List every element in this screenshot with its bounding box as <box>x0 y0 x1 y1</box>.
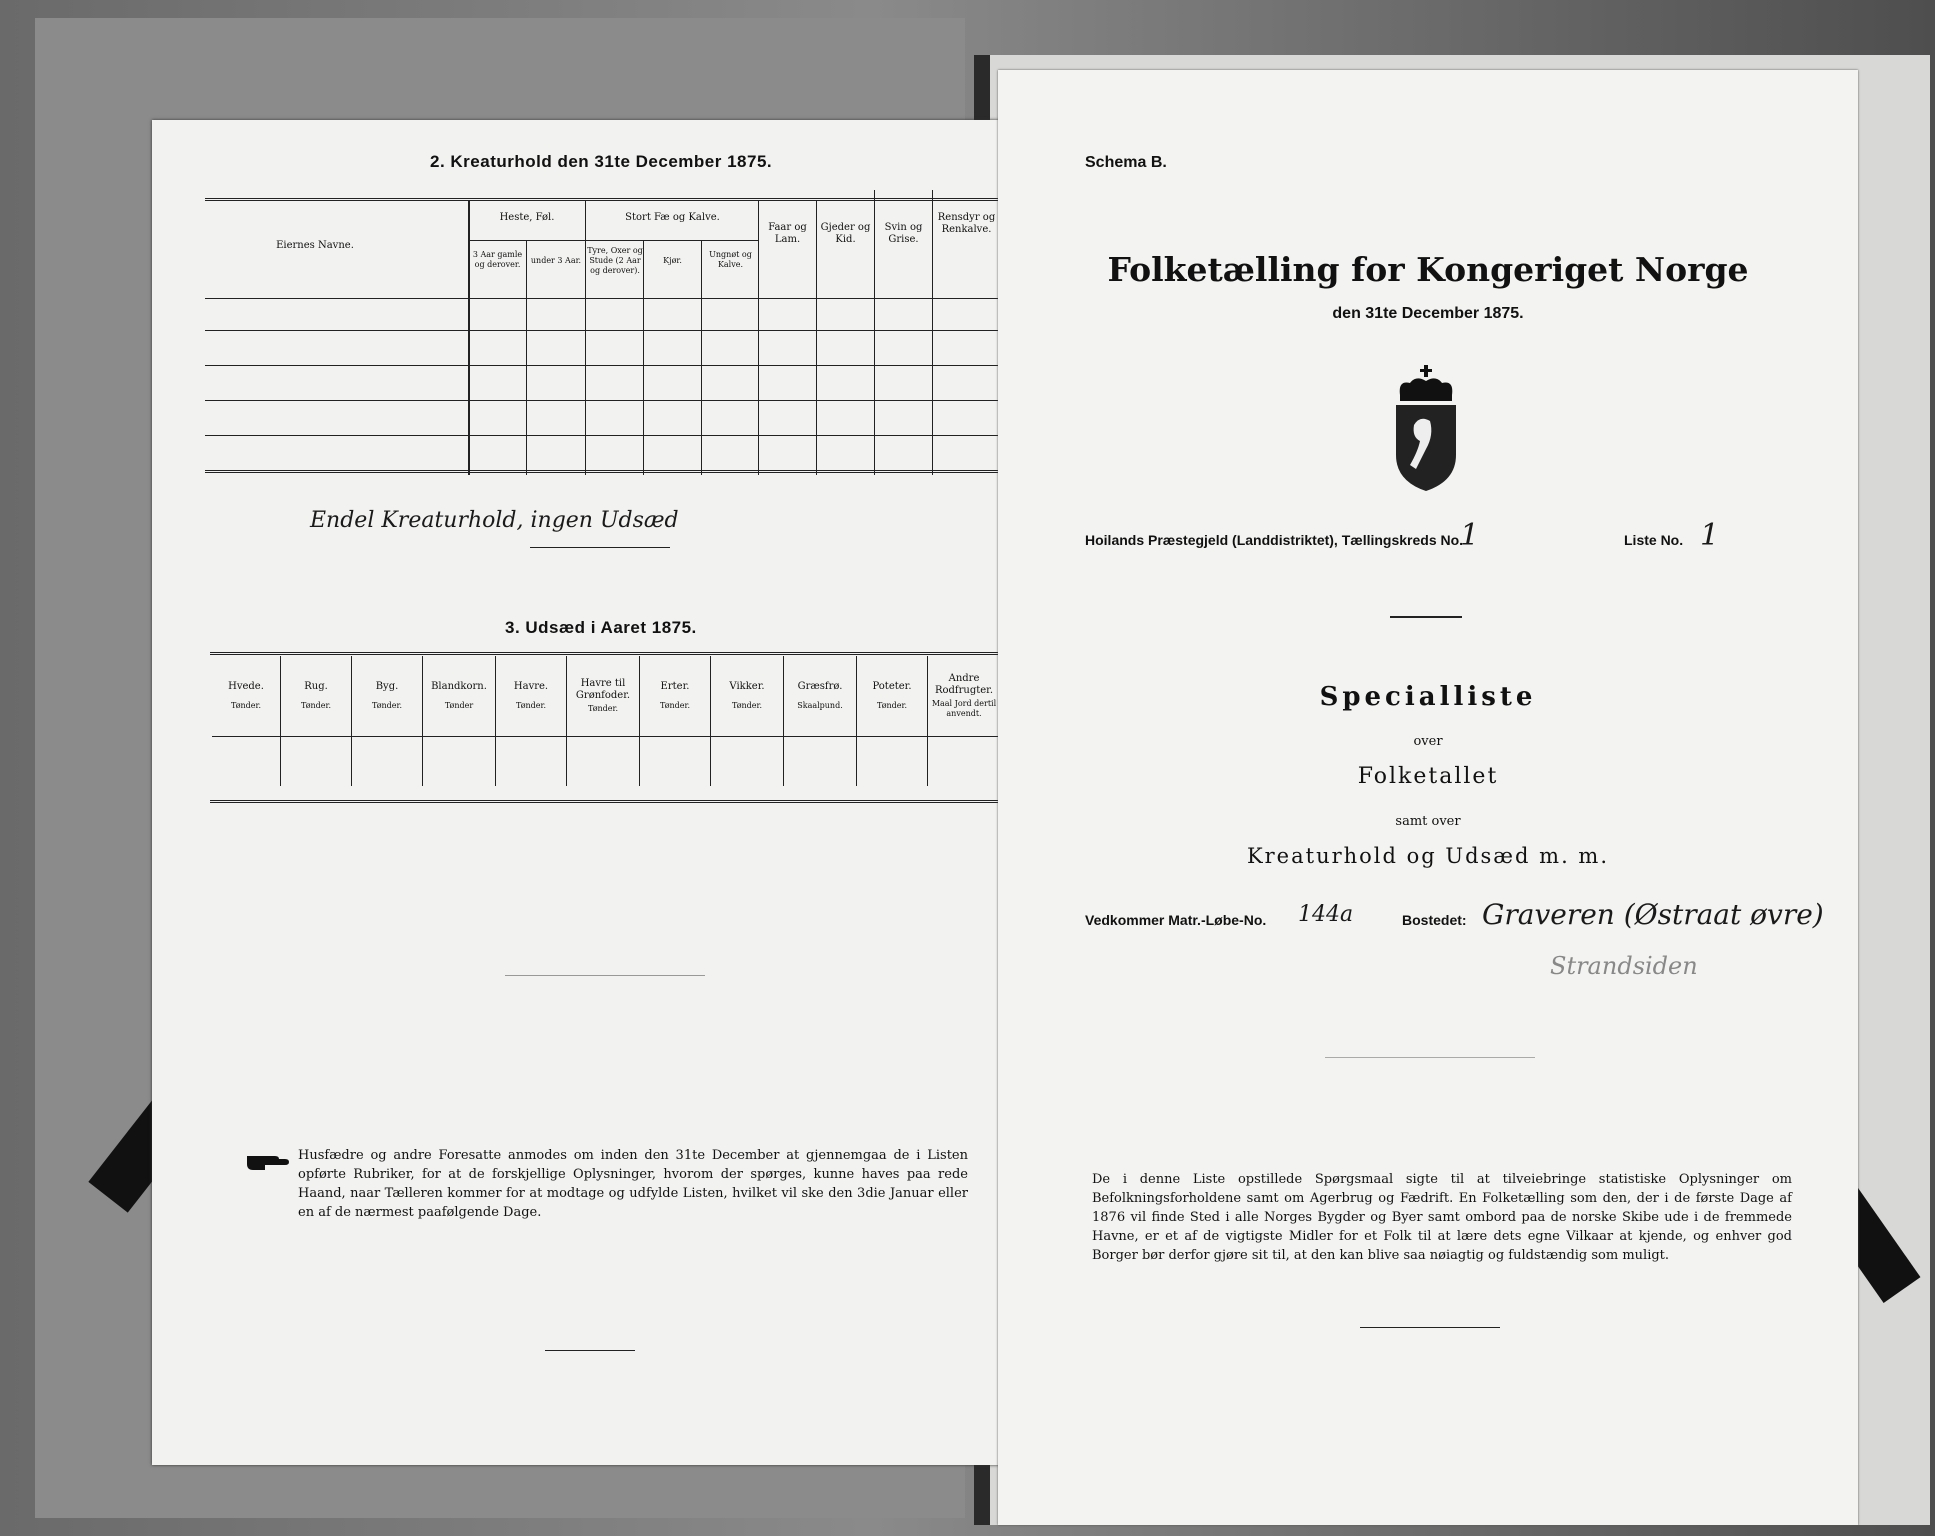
handwritten-note: Endel Kreaturhold, ingen Udsæd <box>310 508 679 533</box>
udsaed-col-name: Rug. <box>304 680 328 692</box>
left-page <box>152 120 1005 1465</box>
cattle-header: Stort Fæ og Kalve. <box>625 212 720 223</box>
header-bottom-rule <box>205 298 1000 299</box>
liste-label: Liste No. <box>1624 532 1684 548</box>
col-divider <box>932 190 933 475</box>
date-line: den 31te December 1875. <box>1332 305 1524 322</box>
udsaed-col-unit: Tønder. <box>371 700 403 710</box>
udsaed-col-unit: Maal Jord dertil anvendt. <box>931 698 997 718</box>
udsaed-col-unit: Tønder <box>444 700 474 710</box>
udsaed-col-unit: Tønder. <box>876 700 908 710</box>
goats-header: Gjeder og Kid. <box>820 222 871 245</box>
udsaed-col-name: Græsfrø. <box>797 680 843 692</box>
owner-header: Eiernes Navne. <box>276 240 354 251</box>
table-row-rule <box>205 400 1000 401</box>
coat-of-arms-icon <box>1390 365 1462 499</box>
pointing-hand-icon <box>245 1148 291 1176</box>
bosted-extra: Strandsiden <box>1550 952 1698 980</box>
udsaed-col-name: Hvede. <box>228 680 264 692</box>
udsaed-col-unit: Skaalpund. <box>797 700 843 710</box>
udsaed-col-name: Andre Rodfrugter. <box>934 672 994 696</box>
kreaturhold-text: Kreaturhold og Udsæd m. m. <box>1246 844 1610 868</box>
udsaed-col-name: Havre til Grønfoder. <box>575 677 631 701</box>
short-rule <box>1390 616 1462 618</box>
reindeer-header: Rensdyr og Renkalve. <box>937 212 996 235</box>
matr-number: 144a <box>1298 902 1354 927</box>
col-divider <box>758 200 759 475</box>
bosted-value: Graveren (Østraat øvre) <box>1482 898 1824 931</box>
divider-line <box>1325 1057 1535 1058</box>
section3-top-rule <box>210 652 1000 655</box>
footer-note: De i denne Liste opstillede Spørgsmaal sigte til at tilveiebringe statistiske Oplysninger om Befolkningsforholdene samt om Agerbrug og Fædrift. En Folketælling som den, der i de første Dage af 1876 vil finde Sted i alle Norges Bygder og Byer samt ombord paa de norske Skibe ude i de fremmede Havne, er et af de vigtigste Midler for et Folk til at lære dets egne Vilkaar at kjende, og enhver god Borger bør derfor gjøre sit til, at den kan blive saa nøiagtig og fuldstændig som muligt. <box>1092 1172 1792 1263</box>
udsaed-col-unit: Tønder. <box>731 700 763 710</box>
horses-sub-2: under 3 Aar. <box>530 256 582 265</box>
cattle-sub-1: Tyre, Oxer og Stude (2 Aar og derover). <box>587 246 643 275</box>
table-row-rule <box>205 330 1000 331</box>
section2-bottom-rule <box>205 470 1000 473</box>
horses-sub-1: 3 Aar gamle og derover. <box>472 250 523 269</box>
udsaed-col-unit: Tønder. <box>659 700 691 710</box>
cattle-sub-rule <box>585 240 758 241</box>
udsaed-col-name: Vikker. <box>729 680 765 692</box>
section2-title: 2. Kreaturhold den 31te December 1875. <box>430 152 773 171</box>
udsaed-col-name: Blandkorn. <box>431 680 487 692</box>
section3-title: 3. Udsæd i Aaret 1875. <box>505 618 697 637</box>
district-line: Hoilands Præstegjeld (Landdistriktet), Tællingskreds No. <box>1085 532 1464 548</box>
section3-bottom-rule <box>210 800 1000 803</box>
sheep-header: Faar og Lam. <box>768 222 807 245</box>
instructions-text: Husfædre og andre Foresatte anmodes om inden den 31te December at gjennemgaa de i Listen opførte Rubriker, for at de forskjellige Oplysninger, hvorom der spørges, kunne haves paa rede Haand, naar Tælleren kommer for at modtage og udfylde Listen, hvilket vil ske den 3die Januar eller en af de nærmest paafølgende Dage. <box>298 1148 968 1220</box>
bosted-label: Bostedet: <box>1402 912 1467 928</box>
over-text: over <box>1413 734 1443 749</box>
udsaed-col-unit: Tønder. <box>587 703 619 713</box>
col-divider <box>816 200 817 475</box>
col-divider <box>643 240 644 475</box>
udsaed-col-unit: Tønder. <box>515 700 547 710</box>
samt-over-text: samt over <box>1395 814 1461 829</box>
schema-label: Schema B. <box>1085 154 1167 171</box>
udsaed-table <box>212 656 1000 786</box>
horses-header: Heste, Føl. <box>499 212 555 223</box>
udsaed-col-name: Byg. <box>375 680 399 692</box>
table-row-rule <box>205 365 1000 366</box>
udsaed-col-unit: Tønder. <box>300 700 332 710</box>
kreds-no: 1 <box>1460 518 1480 553</box>
bottom-divider <box>545 1350 635 1351</box>
col-divider <box>874 190 875 475</box>
col-divider <box>526 240 527 475</box>
col-divider <box>585 200 586 475</box>
udsaed-col-unit: Tønder. <box>230 700 262 710</box>
udsaed-col-name: Havre. <box>513 680 549 692</box>
liste-no: 1 <box>1700 518 1720 553</box>
divider-line <box>505 975 705 976</box>
cattle-sub-2: Kjør. <box>663 256 682 265</box>
note-underline <box>530 547 670 548</box>
cattle-sub-3: Ungnøt og Kalve. <box>709 250 752 269</box>
udsaed-col-name: Erter. <box>660 680 690 692</box>
udsaed-col-name: Poteter. <box>872 680 912 692</box>
col-divider <box>701 240 702 475</box>
table-row-rule <box>205 435 1000 436</box>
pigs-header: Svin og Grise. <box>884 222 923 245</box>
matr-label: Vedkommer Matr.-Løbe-No. <box>1085 912 1267 928</box>
main-title: Folketælling for Kongeriget Norge <box>1107 250 1749 289</box>
col-divider <box>468 200 470 475</box>
bottom-rule <box>1360 1327 1500 1328</box>
section2-top-rule <box>205 198 1000 201</box>
folketallet-text: Folketallet <box>1357 764 1499 789</box>
specialliste-title: Specialliste <box>1319 682 1537 712</box>
